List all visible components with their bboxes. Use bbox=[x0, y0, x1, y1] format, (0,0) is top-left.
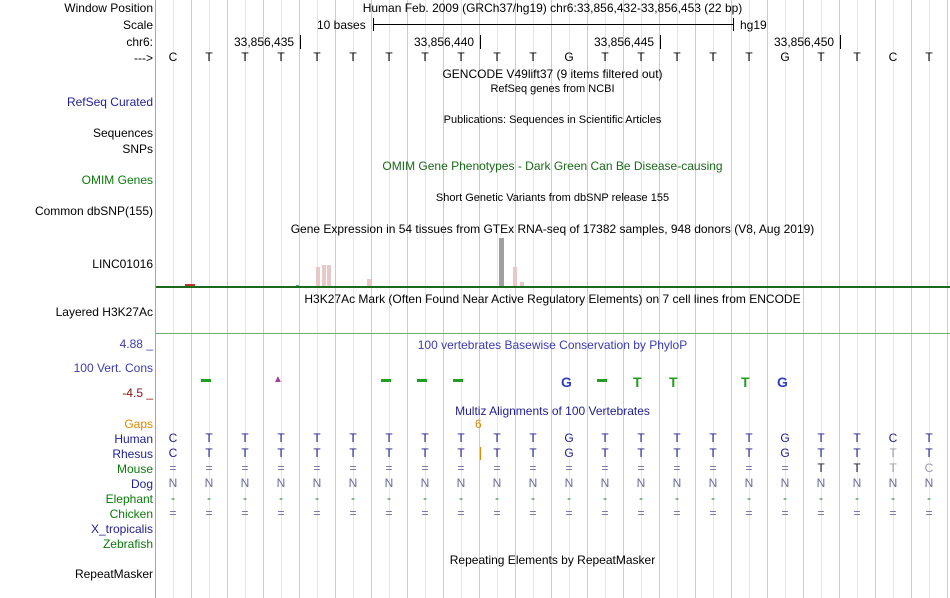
omim-track-label[interactable]: OMIM Genes bbox=[81, 173, 153, 187]
reference-base: T bbox=[745, 50, 753, 64]
reference-base: T bbox=[205, 50, 213, 64]
rhesus-aligned-base: T bbox=[673, 446, 681, 460]
coord-tick bbox=[660, 35, 661, 49]
chrom-label: chr6: bbox=[126, 35, 153, 49]
scale-right-tick bbox=[733, 18, 734, 31]
mouse-aligned-base: = bbox=[421, 461, 429, 475]
human-aligned-base: T bbox=[493, 431, 501, 445]
strand-label: ---> bbox=[134, 51, 153, 65]
mouse-aligned-base: = bbox=[709, 461, 717, 475]
dog-aligned-base: N bbox=[312, 476, 322, 490]
dog-species-label: Dog bbox=[130, 477, 153, 491]
reference-base: T bbox=[925, 50, 933, 64]
rhesus-aligned-base: T bbox=[277, 446, 285, 460]
elephant-aligned-base: - bbox=[423, 491, 427, 505]
cons-max-label: 4.88 _ bbox=[119, 337, 153, 351]
human-aligned-base: T bbox=[277, 431, 285, 445]
scale-line bbox=[373, 24, 733, 25]
repeatmasker-track-title[interactable]: Repeating Elements by RepeatMasker bbox=[449, 553, 656, 567]
elephant-aligned-base: - bbox=[207, 491, 211, 505]
elephant-aligned-base: - bbox=[171, 491, 175, 505]
expression-bar bbox=[316, 267, 320, 287]
mouse-aligned-base: = bbox=[313, 461, 321, 475]
elephant-aligned-base: - bbox=[927, 491, 931, 505]
dog-aligned-base: N bbox=[384, 476, 394, 490]
elephant-aligned-base: - bbox=[315, 491, 319, 505]
elephant-aligned-base: - bbox=[351, 491, 355, 505]
reference-base: T bbox=[277, 50, 285, 64]
conservation-mark: ▬ bbox=[597, 374, 607, 385]
reference-base: T bbox=[493, 50, 501, 64]
coord-label: 33,856,435 bbox=[234, 35, 295, 49]
dog-aligned-base: N bbox=[708, 476, 718, 490]
coord-tick bbox=[300, 35, 301, 49]
mouse-aligned-base: = bbox=[457, 461, 465, 475]
expression-bar bbox=[322, 265, 326, 287]
mouse-aligned-base: = bbox=[385, 461, 393, 475]
elephant-aligned-base: - bbox=[819, 491, 823, 505]
chicken-aligned-base: = bbox=[169, 506, 177, 520]
rhesus-aligned-base: T bbox=[313, 446, 321, 460]
repeatmasker-track-label[interactable]: RepeatMasker bbox=[74, 567, 153, 581]
dog-aligned-base: N bbox=[168, 476, 178, 490]
scale-left-tick bbox=[373, 18, 374, 31]
expression-bar bbox=[499, 238, 504, 287]
chicken-aligned-base: = bbox=[709, 506, 717, 520]
gap-count: 6 bbox=[475, 417, 482, 431]
scale-text: 10 bases bbox=[317, 18, 366, 32]
gencode-track-title[interactable]: GENCODE V49lift37 (9 items filtered out) bbox=[442, 67, 663, 81]
conservation-mark: ▬ bbox=[453, 374, 463, 385]
gtex-expression-plot[interactable] bbox=[155, 237, 950, 287]
reference-base: T bbox=[853, 50, 861, 64]
elephant-aligned-base: - bbox=[783, 491, 787, 505]
panel-left-border bbox=[155, 0, 156, 598]
dog-aligned-base: N bbox=[492, 476, 502, 490]
elephant-aligned-base: - bbox=[855, 491, 859, 505]
elephant-aligned-base: - bbox=[243, 491, 247, 505]
elephant-aligned-base: - bbox=[603, 491, 607, 505]
mouse-aligned-base: = bbox=[169, 461, 177, 475]
refseq-track-title[interactable]: RefSeq genes from NCBI bbox=[490, 83, 615, 95]
human-aligned-base: C bbox=[168, 431, 178, 445]
scale-label: Scale bbox=[122, 18, 153, 32]
mouse-aligned-base: = bbox=[565, 461, 573, 475]
rhesus-aligned-base: G bbox=[564, 446, 574, 460]
window-position-text: Human Feb. 2009 (GRCh37/hg19) chr6:33,856,432-33,856,453 (22 bp) bbox=[362, 1, 743, 15]
rhesus-aligned-base: T bbox=[637, 446, 645, 460]
chicken-aligned-base: = bbox=[601, 506, 609, 520]
h3k27-track-title[interactable]: H3K27Ac Mark (Often Found Near Active Regulatory Elements) on 7 cell lines from ENCODE bbox=[304, 292, 801, 306]
dbsnp-track-label[interactable]: Common dbSNP(155) bbox=[34, 204, 153, 218]
mouse-aligned-base: = bbox=[781, 461, 789, 475]
zebrafish-species-label: Zebrafish bbox=[102, 537, 153, 551]
assembly-text: hg19 bbox=[740, 18, 767, 32]
elephant-aligned-base: - bbox=[567, 491, 571, 505]
cons-min-label: -4.5 _ bbox=[122, 386, 153, 400]
reference-base: C bbox=[888, 50, 898, 64]
cons-track-label[interactable]: 100 Vert. Cons bbox=[73, 361, 153, 375]
dog-aligned-base: N bbox=[528, 476, 538, 490]
human-aligned-base: T bbox=[349, 431, 357, 445]
dog-aligned-base: N bbox=[780, 476, 790, 490]
chicken-aligned-base: = bbox=[349, 506, 357, 520]
human-aligned-base: T bbox=[709, 431, 717, 445]
chicken-aligned-base: = bbox=[457, 506, 465, 520]
dog-aligned-base: N bbox=[204, 476, 214, 490]
human-aligned-base: G bbox=[780, 431, 790, 445]
conservation-mark: ▬ bbox=[201, 374, 211, 385]
human-aligned-base: T bbox=[673, 431, 681, 445]
publications-track-title[interactable]: Publications: Sequences in Scientific Articles bbox=[443, 114, 662, 126]
mouse-aligned-base: T bbox=[889, 461, 897, 475]
human-aligned-base: G bbox=[564, 431, 574, 445]
mouse-aligned-base: = bbox=[745, 461, 753, 475]
mouse-aligned-base: = bbox=[637, 461, 645, 475]
reference-base: T bbox=[421, 50, 429, 64]
reference-base: T bbox=[385, 50, 393, 64]
elephant-aligned-base: - bbox=[531, 491, 535, 505]
dog-aligned-base: N bbox=[744, 476, 754, 490]
phylop-conservation-plot[interactable] bbox=[155, 372, 950, 394]
chicken-aligned-base: = bbox=[925, 506, 933, 520]
human-aligned-base: T bbox=[817, 431, 825, 445]
reference-base: T bbox=[313, 50, 321, 64]
window-position-label: Window Position bbox=[64, 1, 153, 15]
multiz-track-title[interactable]: Multiz Alignments of 100 Vertebrates bbox=[455, 404, 650, 418]
reference-base: T bbox=[349, 50, 357, 64]
refseq-track-label[interactable]: RefSeq Curated bbox=[66, 95, 153, 109]
human-aligned-base: T bbox=[853, 431, 861, 445]
dog-aligned-base: N bbox=[240, 476, 250, 490]
elephant-aligned-base: - bbox=[495, 491, 499, 505]
coord-label: 33,856,445 bbox=[594, 35, 655, 49]
rhesus-aligned-base: T bbox=[817, 446, 825, 460]
chicken-aligned-base: = bbox=[817, 506, 825, 520]
dog-aligned-base: N bbox=[852, 476, 862, 490]
elephant-aligned-base: - bbox=[675, 491, 679, 505]
elephant-aligned-base: - bbox=[711, 491, 715, 505]
gtex-track-title[interactable]: Gene Expression in 54 tissues from GTEx RNA-seq of 17382 samples, 948 donors (V8, Aug 2019) bbox=[290, 222, 815, 236]
dog-aligned-base: N bbox=[600, 476, 610, 490]
rhesus-aligned-base: T bbox=[385, 446, 393, 460]
linc-track-label[interactable]: LINC01016 bbox=[92, 257, 153, 271]
human-aligned-base: T bbox=[313, 431, 321, 445]
elephant-aligned-base: - bbox=[891, 491, 895, 505]
rhesus-aligned-base: G bbox=[780, 446, 790, 460]
rhesus-aligned-base: T bbox=[709, 446, 717, 460]
human-species-label: Human bbox=[114, 432, 153, 446]
rhesus-aligned-base: T bbox=[745, 446, 753, 460]
rhesus-aligned-base: T bbox=[601, 446, 609, 460]
coord-tick bbox=[480, 35, 481, 49]
human-aligned-base: T bbox=[241, 431, 249, 445]
dog-aligned-base: N bbox=[276, 476, 286, 490]
human-aligned-base: T bbox=[205, 431, 213, 445]
rhesus-aligned-base: T bbox=[925, 446, 933, 460]
rhesus-aligned-base: C bbox=[168, 446, 178, 460]
chicken-aligned-base: = bbox=[241, 506, 249, 520]
chicken-aligned-base: = bbox=[277, 506, 285, 520]
elephant-aligned-base: - bbox=[279, 491, 283, 505]
rhesus-aligned-base: T bbox=[889, 446, 897, 460]
mouse-aligned-base: = bbox=[493, 461, 501, 475]
dbsnp-track-title[interactable]: Short Genetic Variants from dbSNP release 155 bbox=[435, 192, 670, 204]
reference-base: T bbox=[529, 50, 537, 64]
chicken-aligned-base: = bbox=[385, 506, 393, 520]
human-aligned-base: T bbox=[385, 431, 393, 445]
dog-aligned-base: N bbox=[420, 476, 430, 490]
elephant-aligned-base: - bbox=[387, 491, 391, 505]
expression-baseline bbox=[155, 286, 950, 288]
reference-base: T bbox=[601, 50, 609, 64]
dog-aligned-base: N bbox=[348, 476, 358, 490]
conservation-mark: T bbox=[669, 374, 678, 390]
coord-label: 33,856,440 bbox=[414, 35, 475, 49]
coord-tick bbox=[840, 35, 841, 49]
chicken-aligned-base: = bbox=[421, 506, 429, 520]
mouse-aligned-base: C bbox=[924, 461, 934, 475]
mouse-aligned-base: = bbox=[277, 461, 285, 475]
reference-base: C bbox=[168, 50, 178, 64]
dog-aligned-base: N bbox=[636, 476, 646, 490]
rhesus-aligned-base: T bbox=[205, 446, 213, 460]
mouse-aligned-base: = bbox=[241, 461, 249, 475]
elephant-species-label: Elephant bbox=[105, 492, 153, 506]
reference-base: T bbox=[637, 50, 645, 64]
sequences-track-label[interactable]: Sequences bbox=[92, 126, 153, 140]
mouse-aligned-base: = bbox=[529, 461, 537, 475]
dog-aligned-base: N bbox=[816, 476, 826, 490]
xtropicalis-species-label: X_tropicalis bbox=[90, 522, 153, 536]
conservation-mark: T bbox=[741, 374, 750, 390]
mouse-aligned-base: = bbox=[349, 461, 357, 475]
mouse-aligned-base: = bbox=[673, 461, 681, 475]
human-aligned-base: T bbox=[637, 431, 645, 445]
dog-aligned-base: N bbox=[672, 476, 682, 490]
rhesus-species-label: Rhesus bbox=[112, 447, 153, 461]
gaps-label: Gaps bbox=[124, 417, 153, 431]
tracks-panel[interactable] bbox=[155, 0, 950, 598]
reference-base: T bbox=[241, 50, 249, 64]
conservation-mark: T bbox=[633, 374, 642, 390]
elephant-aligned-base: - bbox=[639, 491, 643, 505]
track-labels-panel bbox=[0, 0, 155, 598]
dog-aligned-base: N bbox=[888, 476, 898, 490]
mouse-aligned-base: T bbox=[817, 461, 825, 475]
human-aligned-base: T bbox=[601, 431, 609, 445]
elephant-aligned-base: - bbox=[747, 491, 751, 505]
chicken-aligned-base: = bbox=[313, 506, 321, 520]
reference-base: T bbox=[673, 50, 681, 64]
expression-bar bbox=[327, 265, 331, 287]
expression-bar bbox=[513, 267, 517, 287]
reference-base: G bbox=[564, 50, 574, 64]
chicken-aligned-base: = bbox=[781, 506, 789, 520]
conservation-mark: ▬ bbox=[381, 374, 391, 385]
rhesus-aligned-base: T bbox=[241, 446, 249, 460]
rhesus-aligned-base: T bbox=[493, 446, 501, 460]
rhesus-aligned-base: T bbox=[853, 446, 861, 460]
chicken-aligned-base: = bbox=[673, 506, 681, 520]
conservation-mark: ▲ bbox=[273, 374, 283, 385]
human-aligned-base: C bbox=[888, 431, 898, 445]
chicken-aligned-base: = bbox=[637, 506, 645, 520]
chicken-aligned-base: = bbox=[745, 506, 753, 520]
rhesus-aligned-base: T bbox=[421, 446, 429, 460]
h3k27-track-label[interactable]: Layered H3K27Ac bbox=[55, 305, 153, 319]
gap-marker bbox=[480, 447, 481, 460]
rhesus-aligned-base: T bbox=[529, 446, 537, 460]
chicken-species-label: Chicken bbox=[109, 507, 153, 521]
chicken-aligned-base: = bbox=[565, 506, 573, 520]
reference-base: T bbox=[457, 50, 465, 64]
reference-base: G bbox=[780, 50, 790, 64]
mouse-aligned-base: = bbox=[601, 461, 609, 475]
conservation-mark: G bbox=[777, 374, 788, 390]
reference-base: T bbox=[709, 50, 717, 64]
human-aligned-base: T bbox=[745, 431, 753, 445]
elephant-aligned-base: - bbox=[459, 491, 463, 505]
chicken-aligned-base: = bbox=[529, 506, 537, 520]
reference-base: T bbox=[817, 50, 825, 64]
mouse-species-label: Mouse bbox=[116, 462, 153, 476]
conservation-mark: G bbox=[561, 374, 572, 390]
dog-aligned-base: N bbox=[456, 476, 466, 490]
base-sequence-row bbox=[155, 51, 950, 65]
phylop-track-title[interactable]: 100 vertebrates Basewise Conservation by PhyloP bbox=[417, 338, 688, 352]
snps-track-label[interactable]: SNPs bbox=[122, 142, 153, 156]
dog-aligned-base: N bbox=[564, 476, 574, 490]
chicken-aligned-base: = bbox=[853, 506, 861, 520]
mouse-aligned-base: = bbox=[205, 461, 213, 475]
chicken-aligned-base: = bbox=[205, 506, 213, 520]
rhesus-aligned-base: T bbox=[349, 446, 357, 460]
chicken-aligned-base: = bbox=[493, 506, 501, 520]
human-aligned-base: T bbox=[457, 431, 465, 445]
human-aligned-base: T bbox=[421, 431, 429, 445]
dog-aligned-base: N bbox=[924, 476, 934, 490]
conservation-mark: ▬ bbox=[417, 374, 427, 385]
coord-label: 33,856,450 bbox=[774, 35, 835, 49]
chicken-aligned-base: = bbox=[889, 506, 897, 520]
mouse-aligned-base: T bbox=[853, 461, 861, 475]
omim-track-title[interactable]: OMIM Gene Phenotypes - Dark Green Can Be Disease-causing bbox=[382, 159, 723, 173]
h3k27-baseline bbox=[155, 333, 950, 334]
human-aligned-base: T bbox=[925, 431, 933, 445]
human-aligned-base: T bbox=[529, 431, 537, 445]
rhesus-aligned-base: T bbox=[457, 446, 465, 460]
